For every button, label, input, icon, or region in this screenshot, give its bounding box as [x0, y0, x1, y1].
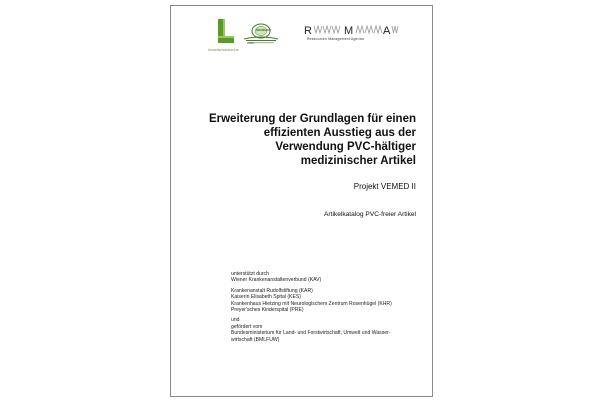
supported-by-label: unterstützt durch	[231, 271, 269, 277]
seal-label: ÖKOKAUF	[256, 28, 272, 32]
rma-subtitle: Ressourcen Management Agentur	[307, 37, 365, 41]
project-name: Projekt VEMED II	[353, 182, 416, 191]
funded-by-label: gefördert vom	[231, 323, 263, 330]
title-line: effizienten Ausstieg aus der	[263, 127, 416, 139]
support-block	[231, 271, 392, 343]
institution-item: Krankenhaus Hietzing mit Neurologischem Zentrum Rosenhügel (KHR)	[231, 300, 392, 307]
svg-text:A: A	[383, 25, 391, 37]
institution-item: Kaiserin Elisabeth Spital (KES)	[231, 294, 301, 301]
title-line: Erweiterung der Grundlagen für einen	[208, 113, 416, 125]
seal-caption: WIEN	[247, 42, 254, 45]
supported-by: Wiener Krankenanstaltenverbund (KAV)	[231, 277, 322, 284]
svg-text:R: R	[304, 25, 312, 37]
and-label: und	[231, 317, 240, 324]
document-page	[170, 5, 433, 397]
title-line: Verwendung PVC-hältiger	[275, 141, 416, 153]
funded-by-line: Bundesministerium für Land- und Forstwirtschaft, Umwelt und Wasser-	[231, 330, 391, 337]
logo-caption: Umweltschutzbund.at	[208, 48, 239, 52]
catalog-title: Artikelkatalog PVC-freier Artikel	[324, 211, 416, 218]
svg-text:M: M	[344, 25, 354, 37]
institution-item: Preyer'sches Kinderspital (PRE)	[231, 307, 304, 314]
institution-item: Krankenanstalt Rudolfstiftung (KAR)	[231, 287, 313, 294]
document-title	[186, 112, 416, 168]
funded-by-line: wirtschaft (BMLFUW)	[231, 336, 280, 343]
green-l-logo	[214, 18, 236, 46]
title-line: medizinischer Artikel	[300, 155, 416, 167]
